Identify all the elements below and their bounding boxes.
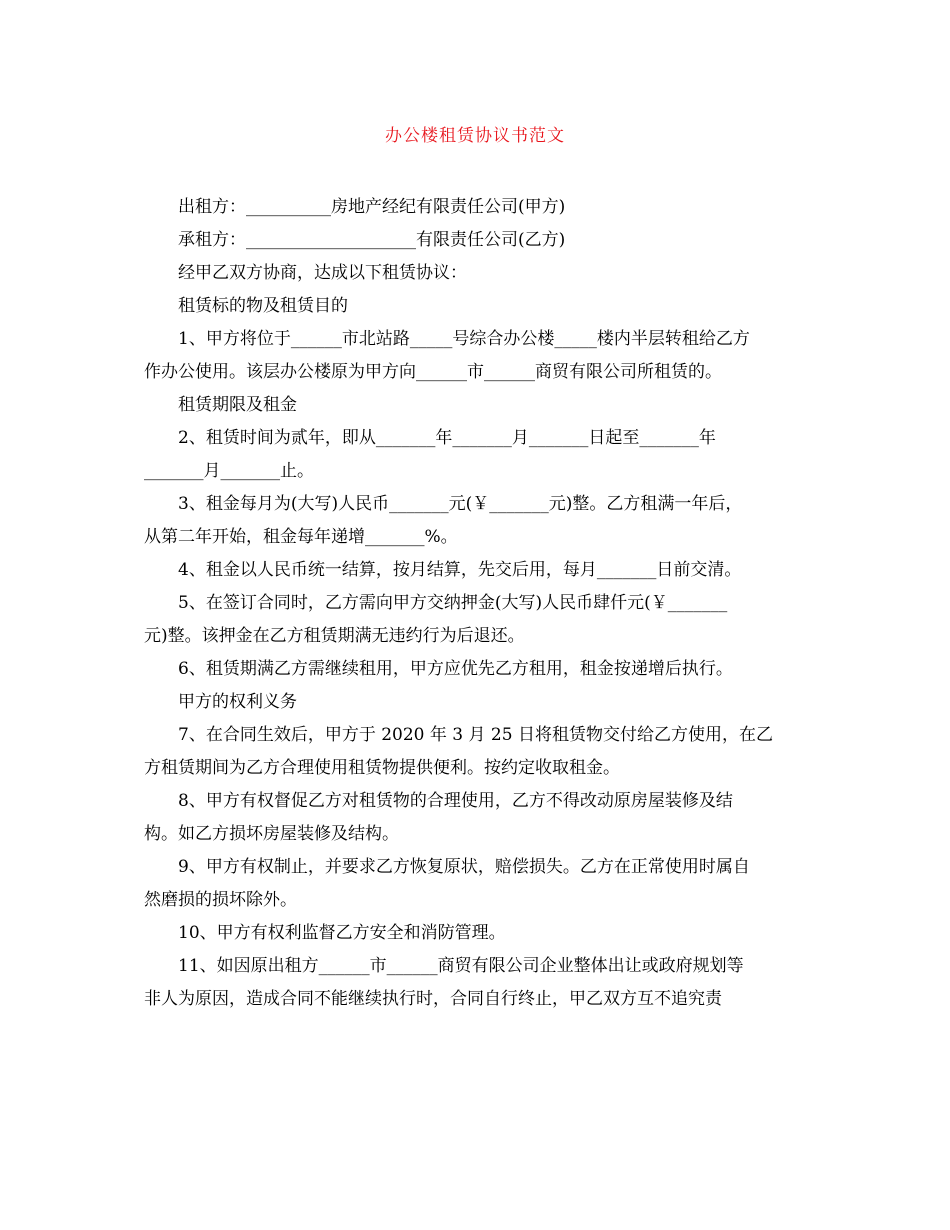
paragraph-line: 经甲乙双方协商，达成以下租赁协议：: [178, 263, 467, 283]
paragraph-line: 非人为原因，造成合同不能继续执行时，合同自行终止，甲乙双方互不追究责: [144, 989, 722, 1009]
paragraph-line: 6、租赁期满乙方需继续租用，甲方应优先乙方租用，租金按递增后执行。: [178, 659, 733, 679]
clause-8: [144, 785, 804, 851]
document-body: [144, 191, 804, 1016]
paragraph-line: _______月_______止。: [144, 461, 314, 481]
paragraph-line: 出租方：__________房地产经纪有限责任公司(甲方): [178, 197, 566, 217]
clause-2: [144, 422, 804, 488]
paragraph-line: 构。如乙方损坏房屋装修及结构。: [144, 824, 399, 844]
section-heading-purpose: [144, 290, 804, 323]
paragraph-line: 4、租金以人民币统一结算，按月结算，先交后用，每月_______日前交清。: [178, 560, 742, 580]
paragraph-line: 11、如因原出租方______市______商贸有限公司企业整体出让或政府规划等: [178, 956, 744, 976]
section-heading-lessor-rights: [144, 686, 804, 719]
clause-3: [144, 488, 804, 554]
clause-11: [144, 950, 804, 1016]
paragraph-line: 8、甲方有权督促乙方对租赁物的合理使用，乙方不得改动原房屋装修及结: [178, 791, 733, 811]
paragraph-line: 从第二年开始，租金每年递增_______%。: [144, 527, 458, 547]
clause-10: [144, 917, 804, 950]
paragraph-line: 2、租赁时间为贰年，即从_______年_______月_______日起至_______年: [178, 428, 716, 448]
clause-5: [144, 587, 804, 653]
paragraph-line: 租赁标的物及租赁目的: [178, 296, 348, 316]
clause-9: [144, 851, 804, 917]
clause-7: [144, 719, 804, 785]
clause-1: [144, 323, 804, 389]
paragraph-line: 甲方的权利义务: [178, 692, 297, 712]
paragraph-line: 承租方：____________________有限责任公司(乙方): [178, 230, 566, 250]
paragraph-line: 3、租金每月为(大写)人民币_______元(￥_______元)整。乙方租满一年后，: [178, 494, 743, 514]
paragraph-line: 元)整。该押金在乙方租赁期满无违约行为后退还。: [144, 626, 525, 646]
paragraph-line: 7、在合同生效后，甲方于 2020 年 3 月 25 日将租赁物交付给乙方使用，在乙: [178, 725, 773, 745]
paragraph-lessee: [144, 224, 804, 257]
document-title: 办公楼租赁协议书范文: [385, 126, 565, 146]
paragraph-line: 作办公使用。该层办公楼原为甲方向______市______商贸有限公司所租赁的。: [144, 362, 722, 382]
clause-6: [144, 653, 804, 686]
paragraph-line: 然磨损的损坏除外。: [144, 890, 297, 910]
clause-4: [144, 554, 804, 587]
section-heading-term-rent: [144, 389, 804, 422]
paragraph-line: 9、甲方有权制止，并要求乙方恢复原状，赔偿损失。乙方在正常使用时属自: [178, 857, 750, 877]
paragraph-agreement-intro: [144, 257, 804, 290]
paragraph-line: 10、甲方有权利监督乙方安全和消防管理。: [178, 923, 506, 943]
paragraph-line: 5、在签订合同时，乙方需向甲方交纳押金(大写)人民币肆仟元(￥_______: [178, 593, 728, 613]
paragraph-line: 方租赁期间为乙方合理使用租赁物提供便利。按约定收取租金。: [144, 758, 620, 778]
paragraph-line: 1、甲方将位于______市北站路_____号综合办公楼_____楼内半层转租给乙方: [178, 329, 750, 349]
paragraph-line: 租赁期限及租金: [178, 395, 297, 415]
paragraph-lessor: [144, 191, 804, 224]
